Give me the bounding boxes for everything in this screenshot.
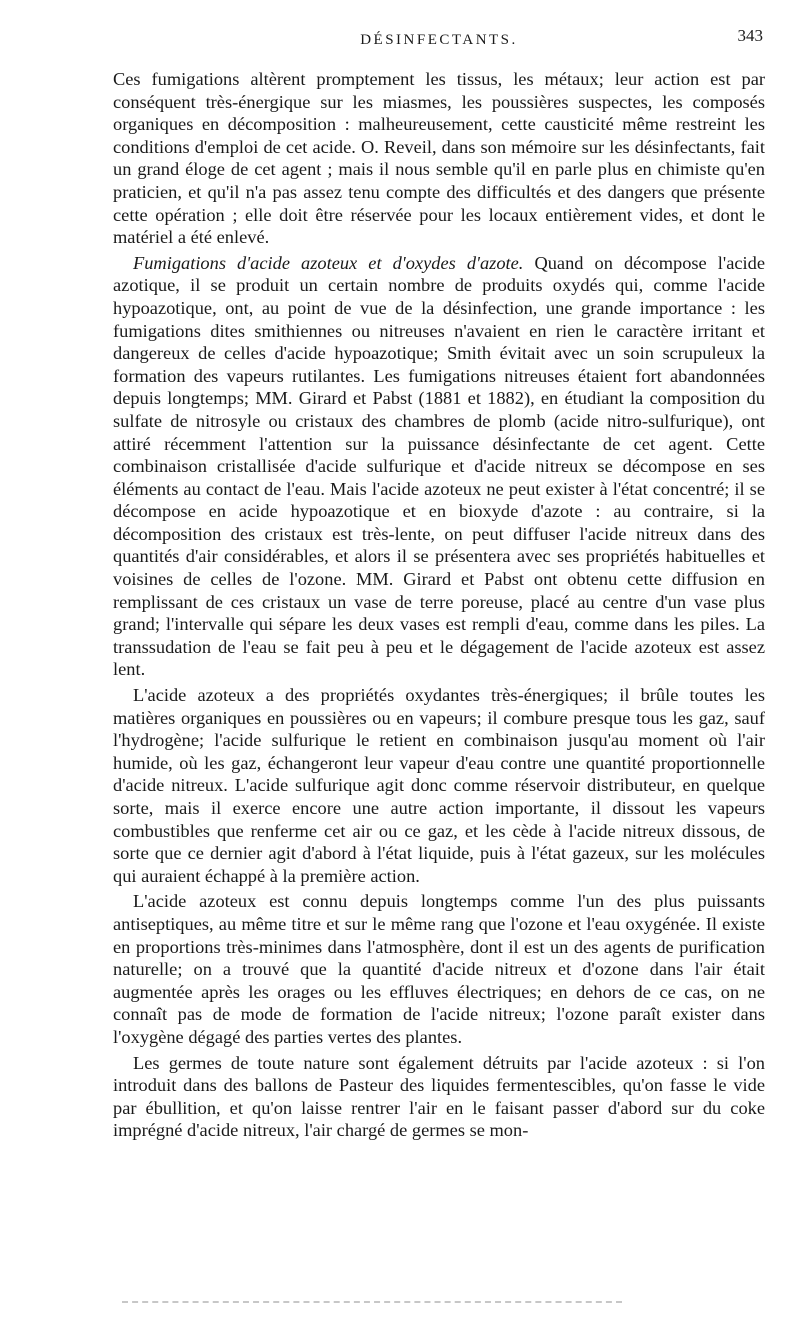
page-number: 343 [737,26,763,45]
paragraph-4-text: L'acide azoteux est connu depuis longtemps comme l'un des plus puissants antiseptiques, au même titre et sur le même rang que l'ozone et l'eau oxygénée. Il existe en proportions très-minimes dans l'atmosphère, dont il est un des agents de purification naturelle; on a trouvé que la quantité d'acide nitreux et d'ozone dans l'air était augmentée après les orages ou les effluves électriques; en dehors de ce cas, on ne connaît pas de mode de formation de l'acide nitreux; l'ozone paraît exister dans l'oxygène dégagé des parties vertes des plantes. [113,891,765,1047]
footer-bleed-through [122,1301,622,1306]
paragraph-2-text: Quand on décompose l'acide azotique, il se produit un certain nombre de produits oxydés qui, comme l'acide hypoazotique, ont, au point de vue de la désinfection, une grande importance : les fumigations dites smithiennes ou nitreuses n'avaient en rien le caractère irritant et dangereux de celles d'acide hypoazotique; Smith évitait avec un soin scrupuleux la formation des vapeurs rutilantes. Les fumigations nitreuses étaient fort abandonnées depuis longtemps; MM. Girard et Pabst (1881 et 1882), en étudiant la composition du sulfate de nitrosyle ou cristaux des chambres de plomb (acide nitro-sulfurique), ont attiré récemment l'attention sur la puissance désinfectante de cet agent. Cette combinaison cristallisée d'acide sulfurique et d'acide nitreux se décompose en ses éléments au contact de l'eau. Mais l'acide azoteux ne peut exister à l'état concentré; il se décompose en acide hypoazotique et en bioxyde d'azote : au contraire, si la décomposition des cristaux est très-lente, on peut diffuser l'acide nitreux dans des quantités d'air considérables, et alors il se présentera avec ses propriétés habituelles et voisines de celles de l'ozone. MM. Girard et Pabst ont obtenu cette diffusion en remplissant de ces cristaux un vase de terre poreuse, placé au centre d'un vase plus grand; l'intervalle qui sépare les deux vases est rempli d'eau, comme dans les piles. La transsudation de l'eau se fait peu à peu et le dégagement de l'acide azoteux est assez lent. [113,252,765,680]
paragraph-1-text: Ces fumigations altèrent promptement les tissus, les métaux; leur action est par conséquent très-énergique sur les miasmes, les poussières suspectes, les composés organiques en décomposition : malheureusement, cette causticité même restreint les conditions d'emploi de cet acide. O. Reveil, dans son mémoire sur les désinfectants, fait un grand éloge de cet agent ; mais il nous semble qu'il en parle plus en chimiste qu'en praticien, et qu'il n'a pas assez tenu compte des difficultés et des dangers que présente cette opération ; elle doit être réservée pour les locaux entièrement vides, et dont le matériel a été enlevé. [113,69,765,248]
paragraph-5-text: Les germes de toute nature sont également détruits par l'acide azoteux : si l'on introduit dans des ballons de Pasteur des liquides fermentescibles, qu'on fasse le vide par ébullition, et qu'on laisse rentrer l'air en le faisant passer d'abord sur du coke imprégné d'acide nitreux, l'air chargé de germes se mon- [113,1052,765,1141]
page-header [113,26,765,54]
paragraph-1 [113,68,765,249]
paragraph-5 [113,1052,765,1142]
section-heading-fumigations: Fumigations d'acide azoteux et d'oxydes d'azote. [133,252,524,273]
paragraph-4 [113,890,765,1048]
body-text [113,68,765,1142]
paragraph-3 [113,684,765,887]
paragraph-2 [113,252,765,681]
running-title: DÉSINFECTANTS. [360,32,518,48]
paragraph-3-text: L'acide azoteux a des propriétés oxydantes très-énergiques; il brûle toutes les matières organiques en poussières ou en vapeurs; il combure presque tous les gaz, sauf l'hydrogène; l'acide sulfurique le retient en combinaison jusqu'au moment où l'air humide, où les gaz, échangeront leur vapeur d'eau contre une quantité proportionnelle d'acide nitreux. L'acide sulfurique agit donc comme réservoir distributeur, en quelque sorte, mais il exerce encore une autre action importante, il dissout les vapeurs combustibles que renferme cet air ou ce gaz, et les cède à l'acide nitreux dissous, de sorte que ce dernier agit d'abord à l'état liquide, puis à l'état gazeux, sur les molécules qui auraient échappé à la première action. [113,685,765,886]
